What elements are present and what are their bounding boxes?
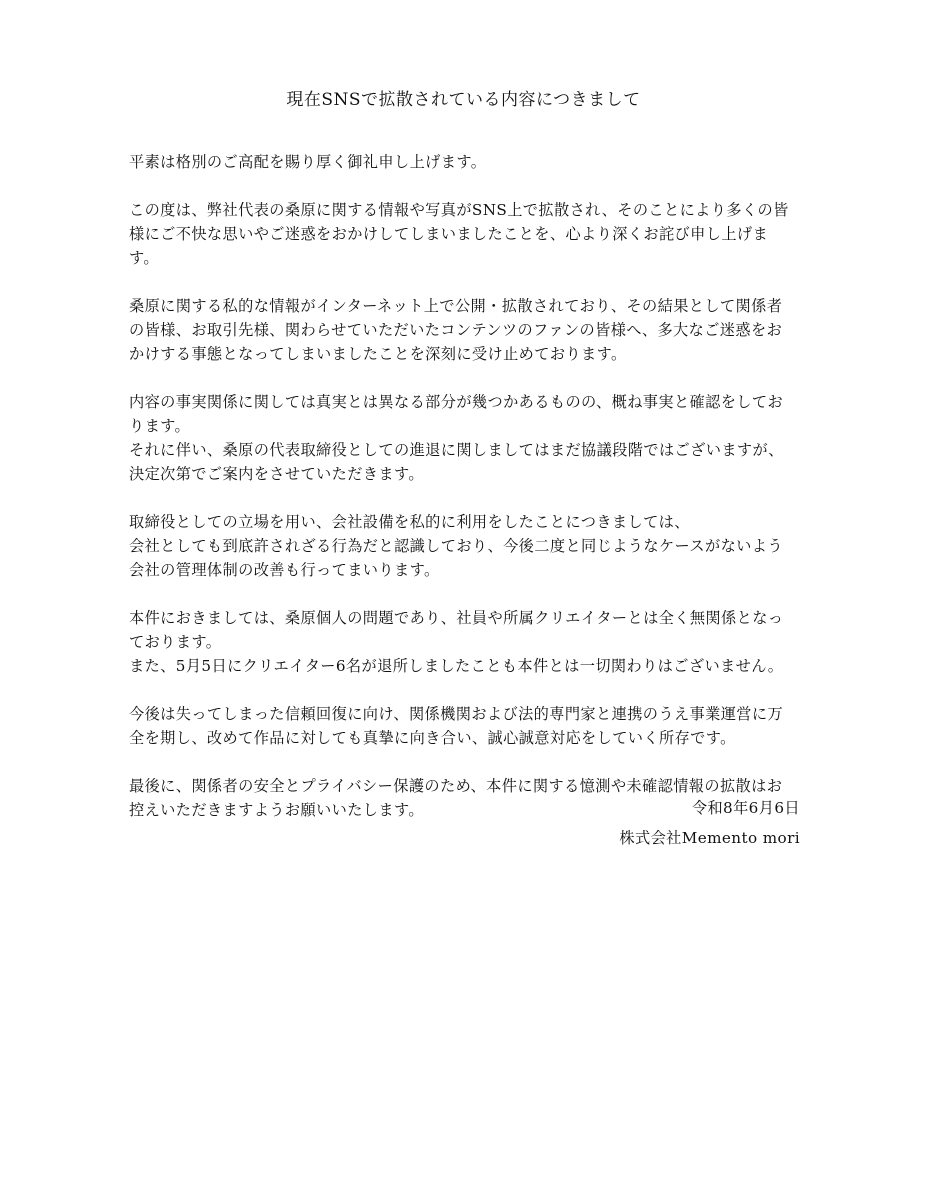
paragraph-line: 平素は格別のご高配を賜り厚く御礼申し上げます。	[129, 153, 487, 171]
document-closing	[619, 793, 800, 853]
paragraph-facts	[129, 390, 809, 486]
paragraph-line: 桑原に関する私的な情報がインターネット上で公開・拡散されており、その結果として関係者	[129, 297, 783, 315]
paragraph-commitment	[129, 702, 809, 750]
paragraph-greeting	[129, 150, 809, 174]
document-date: 令和8年6月6日	[691, 799, 800, 817]
paragraph-line: す。	[129, 249, 159, 267]
paragraph-line: の皆様、お取引先様、関わらせていただいたコンテンツのファンの皆様へ、多大なご迷惑をお	[129, 321, 783, 339]
paragraph-line: また、5月5日にクリエイター6名が退所しましたことも本件とは一切関わりはございません。	[129, 657, 784, 675]
paragraph-line: この度は、弊社代表の桑原に関する情報や写真がSNS上で拡散され、そのことにより多くの皆	[129, 201, 789, 219]
paragraph-unrelated	[129, 606, 809, 678]
paragraph-line: 全を期し、改めて作品に対しても真摯に向き合い、誠心誠意対応をしていく所存です。	[129, 729, 736, 747]
paragraph-line: ります。	[129, 417, 191, 435]
paragraph-line: 取締役としての立場を用い、会社設備を私的に利用をしたことにつきましては、	[129, 513, 690, 531]
paragraph-line: 様にご不快な思いやご迷惑をおかけしてしまいましたことを、心より深くお詫び申し上げま	[129, 225, 769, 243]
paragraph-line: 控えいただきますようお願いいたします。	[129, 801, 424, 819]
paragraph-line: 決定次第でご案内をさせていただきます。	[129, 465, 424, 483]
paragraph-line: 今後は失ってしまった信頼回復に向け、関係機関および法的専門家と連携のうえ事業運営に万	[129, 705, 784, 723]
paragraph-line: それに伴い、桑原の代表取締役としての進退に関しましてはまだ協議段階ではございますが、	[129, 441, 784, 459]
document-title: 現在SNSで拡散されている内容につきまして	[286, 90, 641, 110]
paragraph-line: かけする事態となってしまいましたことを深刻に受け止めております。	[129, 345, 627, 363]
paragraph-line: ております。	[129, 633, 222, 651]
paragraph-governance	[129, 510, 809, 582]
paragraph-impact	[129, 294, 809, 366]
company-name: 株式会社Memento mori	[619, 829, 800, 847]
paragraph-line: 最後に、関係者の安全とプライバシー保護のため、本件に関する憶測や未確認情報の拡散はお	[129, 777, 783, 795]
paragraph-line: 内容の事実関係に関しては真実とは異なる部分が幾つかあるものの、概ね事実と確認をしてお	[129, 393, 784, 411]
paragraph-line: 本件におきましては、桑原個人の問題であり、社員や所属クリエイターとは全く無関係となっ	[129, 609, 784, 627]
paragraph-apology	[129, 198, 809, 270]
paragraph-line: 会社の管理体制の改善も行ってまいります。	[129, 561, 440, 579]
document-body	[129, 150, 809, 846]
paragraph-line: 会社としても到底許されざる行為だと認識しており、今後二度と同じようなケースがないよう	[129, 537, 783, 555]
